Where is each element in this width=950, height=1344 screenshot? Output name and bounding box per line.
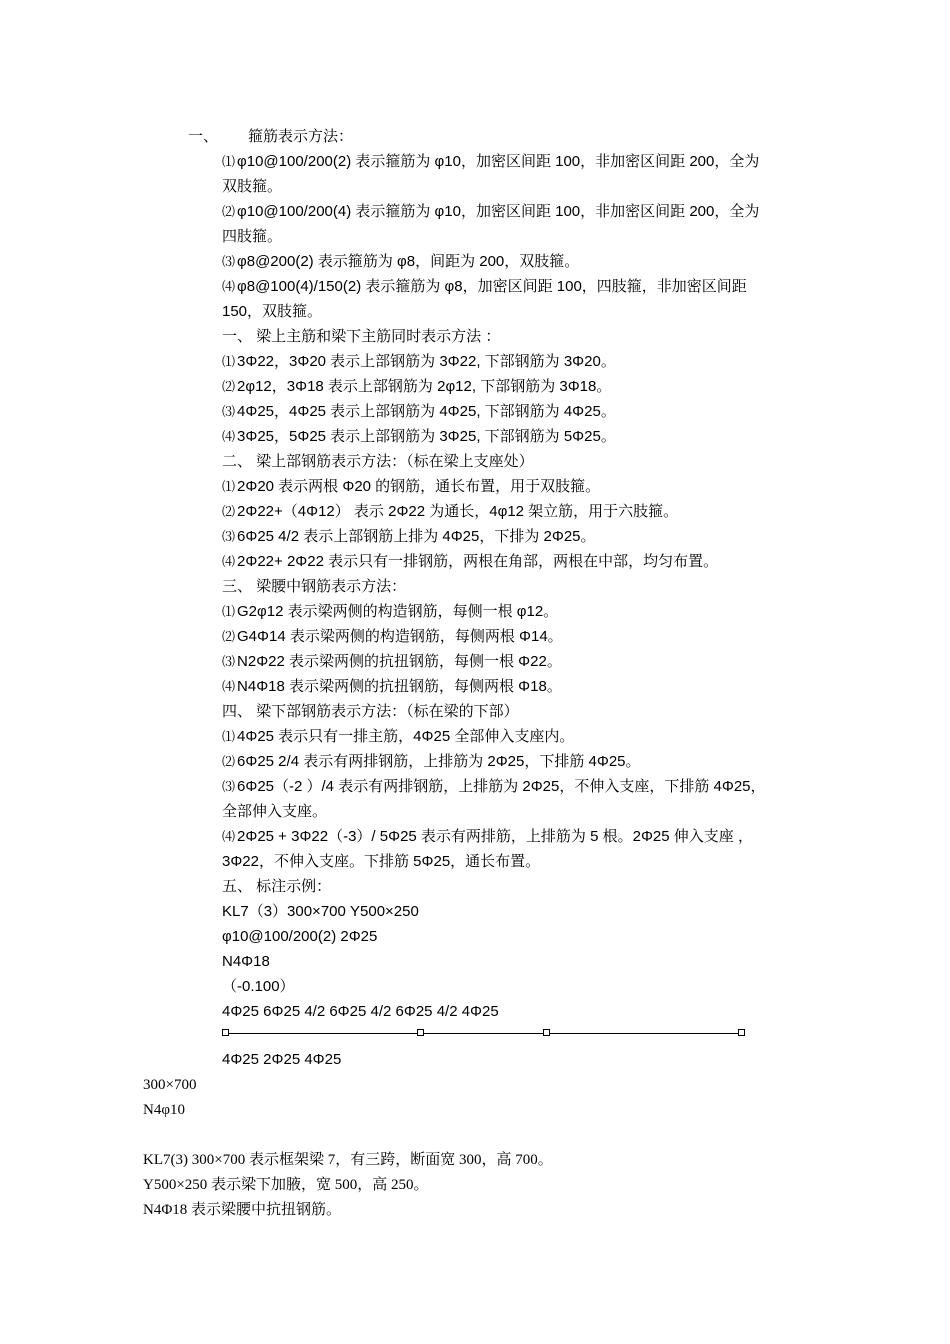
- list-item-continuation: 四肢箍。: [222, 228, 283, 245]
- list-item: ⑷ 3Φ25，5Φ25 表示上部钢筋为 3Φ25, 下部钢筋为 5Φ25。: [222, 428, 616, 445]
- support-node: [417, 1029, 424, 1036]
- list-item: ⑶ N2Φ22 表示梁两侧的抗扭钢筋，每侧一根 Φ22。: [222, 653, 562, 670]
- section-heading-bottom: 四、 梁下部钢筋表示方法：（标在梁的下部）: [222, 703, 519, 720]
- list-item: ⑷ 2Φ25 + 3Φ22（-3）/ 5Φ25 表示有两排筋，上排筋为 5 根。2Φ25 伸入支座 ，: [222, 828, 753, 845]
- section-size-note: 300×700: [143, 1077, 197, 1093]
- list-item: ⑵ 2φ12，3Φ18 表示上部钢筋为 2φ12, 下部钢筋为 3Φ18。: [222, 378, 612, 395]
- list-item: ⑶ 6Φ25（-2 ）/4 表示有两排钢筋，上排筋为 2Φ25，不伸入支座，下排筋 4Φ25，: [222, 778, 766, 795]
- beam-axis-line: [226, 1033, 743, 1034]
- support-node: [222, 1029, 229, 1036]
- list-item: ⑴ G2φ12 表示梁两侧的构造钢筋，每侧一根 φ12。: [222, 603, 559, 620]
- section-heading-waist: 三、 梁腰中钢筋表示方法：: [222, 578, 407, 595]
- list-item: ⑷ 2Φ22+ 2Φ22 表示只有一排钢筋，两根在角部，两根在中部，均匀布置。: [222, 553, 719, 570]
- support-node: [738, 1029, 745, 1036]
- example-line: KL7（3）300×700 Y500×250: [222, 903, 419, 920]
- list-item-continuation: 150，双肢箍。: [222, 303, 323, 320]
- list-item: ⑷ N4Φ18 表示梁两侧的抗扭钢筋，每侧两根 Φ18。: [222, 678, 562, 695]
- explanation-line: KL7(3) 300×700 表示框架梁 7，有三跨，断面宽 300，高 700。: [143, 1152, 553, 1168]
- section-heading-example: 五、 标注示例：: [222, 878, 332, 895]
- explanation-line: Y500×250 表示梁下加腋，宽 500，高 250。: [143, 1177, 429, 1193]
- explanation-line: N4Φ18 表示梁腰中抗扭钢筋。: [143, 1202, 342, 1218]
- list-item-continuation: 双肢箍。: [222, 178, 283, 195]
- list-item: ⑵ φ10@100/200(4) 表示箍筋为 φ10，加密区间距 100，非加密区间距 200，全为: [222, 203, 760, 220]
- list-item: ⑵ G4Φ14 表示梁两侧的构造钢筋，每侧两根 Φ14。: [222, 628, 563, 645]
- list-item: ⑷ φ8@100(4)/150(2) 表示箍筋为 φ8，加密区间距 100，四肢箍，非加密区间距: [222, 278, 747, 295]
- list-item: ⑴ 3Φ22，3Φ20 表示上部钢筋为 3Φ22, 下部钢筋为 3Φ20。: [222, 353, 616, 370]
- stirrup-note: N4φ10: [143, 1102, 185, 1118]
- list-item: ⑶ 4Φ25，4Φ25 表示上部钢筋为 4Φ25, 下部钢筋为 4Φ25。: [222, 403, 616, 420]
- example-line: 4Φ25 6Φ25 4/2 6Φ25 4/2 6Φ25 4/2 4Φ25: [222, 1003, 499, 1020]
- section-number: 一、: [188, 129, 219, 145]
- section-heading-both: 一、 梁上主筋和梁下主筋同时表示方法 ：: [222, 328, 501, 345]
- list-item-continuation: 全部伸入支座。: [222, 803, 328, 820]
- section-heading-top: 二、 梁上部钢筋表示方法：（标在梁上支座处）: [222, 453, 534, 470]
- support-node: [543, 1029, 550, 1036]
- section-title: 箍筋表示方法：: [248, 129, 354, 145]
- list-item: ⑵ 6Φ25 2/4 表示有两排钢筋，上排筋为 2Φ25，下排筋 4Φ25。: [222, 753, 641, 770]
- example-line: φ10@100/200(2) 2Φ25: [222, 928, 378, 945]
- list-item: ⑶ φ8@200(2) 表示箍筋为 φ8，间距为 200，双肢箍。: [222, 253, 580, 270]
- list-item: ⑵ 2Φ22+（4Φ12） 表示 2Φ22 为通长，4φ12 架立筋，用于六肢箍。: [222, 503, 679, 520]
- example-line: （-0.100）: [222, 978, 295, 995]
- example-line: N4Φ18: [222, 953, 270, 970]
- list-item: ⑶ 6Φ25 4/2 表示上部钢筋上排为 4Φ25，下排为 2Φ25。: [222, 528, 596, 545]
- list-item: ⑴ 2Φ20 表示两根 Φ20 的钢筋，通长布置，用于双肢箍。: [222, 478, 601, 495]
- list-item-continuation: 3Φ22，不伸入支座。下排筋 5Φ25，通长布置。: [222, 853, 541, 870]
- list-item: ⑴ 4Φ25 表示只有一排主筋，4Φ25 全部伸入支座内。: [222, 728, 575, 745]
- example-line: 4Φ25 2Φ25 4Φ25: [222, 1051, 342, 1068]
- section-heading-stirrup: [188, 127, 353, 147]
- beam-span-diagram: [222, 1026, 747, 1042]
- list-item: ⑴ φ10@100/200(2) 表示箍筋为 φ10，加密区间距 100，非加密区间距 200，全为: [222, 153, 760, 170]
